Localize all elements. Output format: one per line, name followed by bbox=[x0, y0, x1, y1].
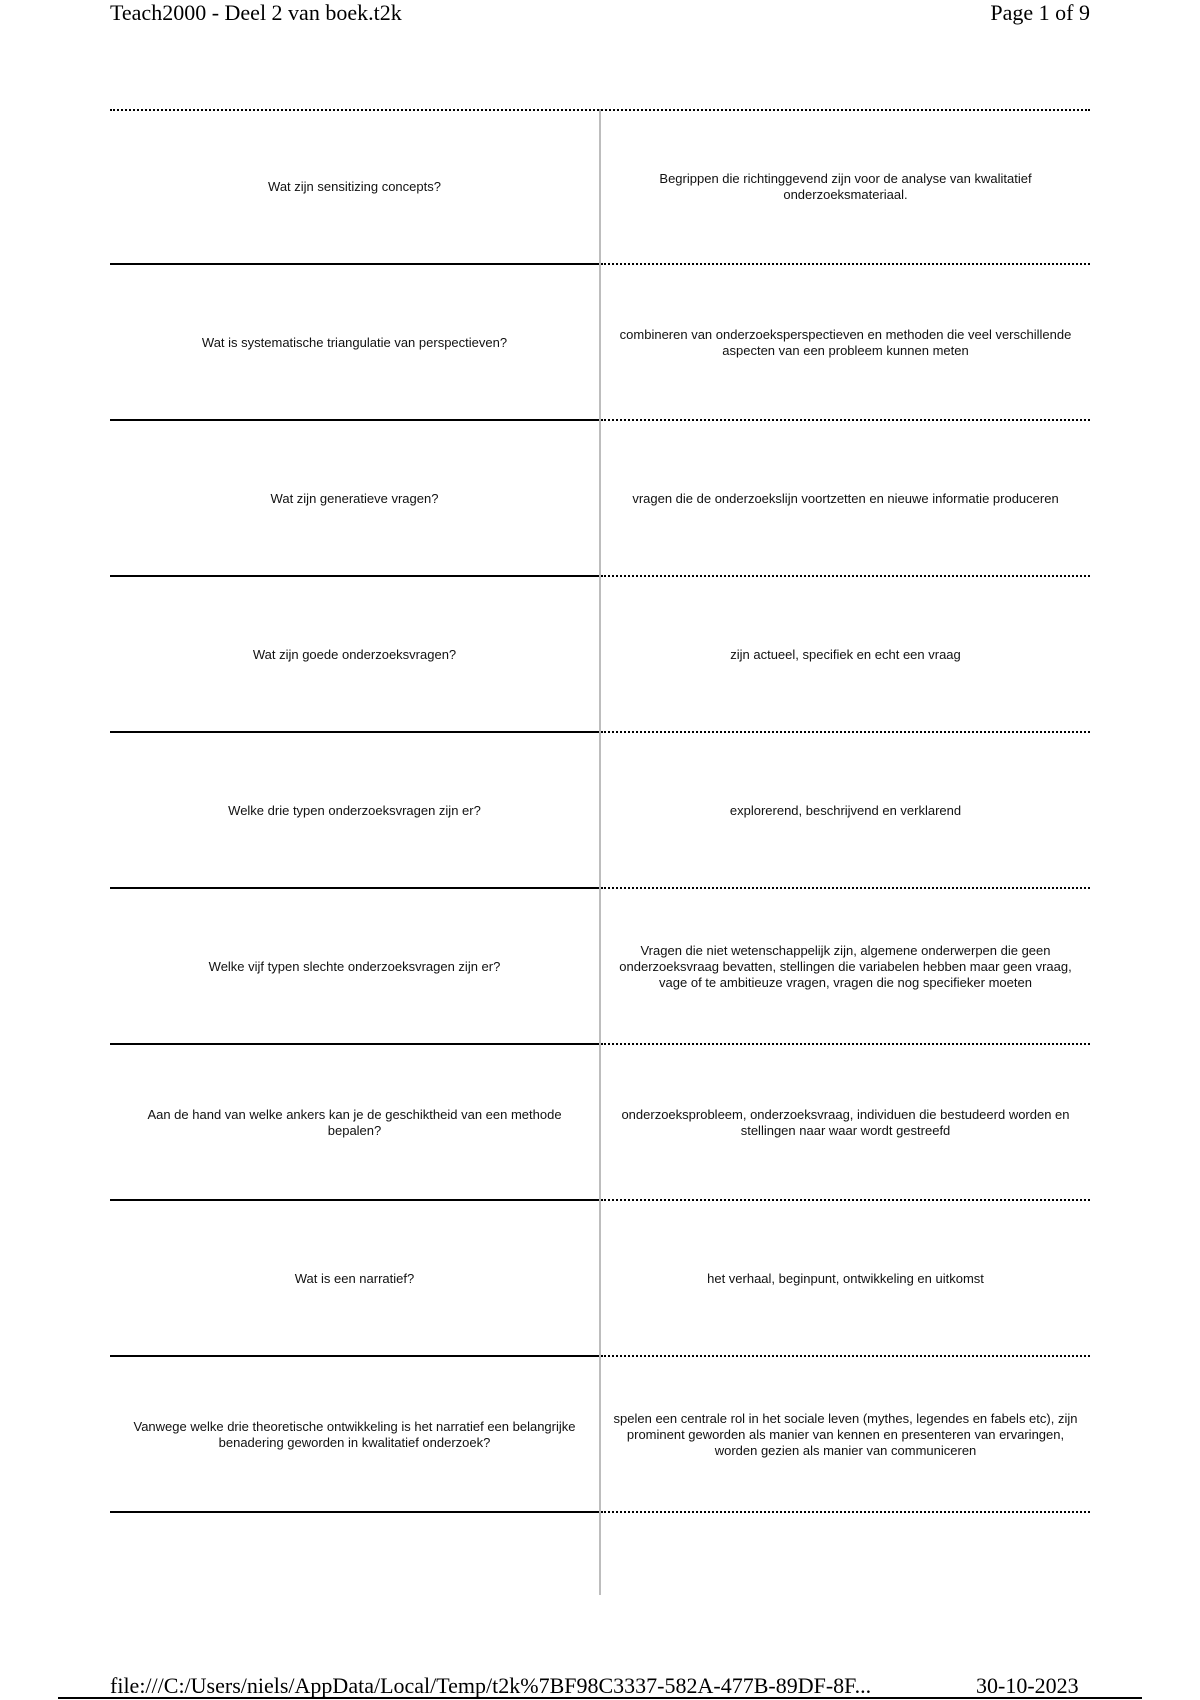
flashcard-row bbox=[110, 1045, 1090, 1201]
card-answer: spelen een centrale rol in het sociale leven (mythes, legendes en fabels etc), zijn prominent geworden als manier van kennen en presenteren van ervaringen, worden gezien als manier van communiceren bbox=[613, 1411, 1078, 1458]
card-question: Wat zijn sensitizing concepts? bbox=[268, 179, 441, 194]
card-answer: Begrippen die richtinggevend zijn voor de analyse van kwalitatief onderzoeksmateriaal. bbox=[659, 171, 1032, 202]
card-answer: vragen die de onderzoekslijn voortzetten en nieuwe informatie produceren bbox=[632, 491, 1059, 506]
flashcard-row bbox=[110, 577, 1090, 733]
document-title: Teach2000 - Deel 2 van boek.t2k bbox=[110, 0, 402, 25]
card-answer: zijn actueel, specifiek en echt een vraag bbox=[730, 647, 961, 662]
flashcard-row bbox=[110, 1357, 1090, 1513]
page-number: Page 1 of 9 bbox=[990, 0, 1090, 25]
footer-date: 30-10-2023 bbox=[976, 1673, 1079, 1698]
card-question: Wat is een narratief? bbox=[294, 1271, 415, 1286]
answer-cut-line bbox=[601, 1511, 1090, 1513]
card-question: Wat zijn goede onderzoeksvragen? bbox=[252, 647, 457, 662]
question-cut-line bbox=[110, 1511, 599, 1513]
card-question: Welke drie typen onderzoeksvragen zijn er? bbox=[228, 803, 481, 818]
flashcard-row bbox=[110, 109, 1090, 265]
flashcard-row bbox=[110, 1201, 1090, 1357]
footer-file-path: file:///C:/Users/niels/AppData/Local/Temp/t2k%7BF98C3337-582A-477B-89DF-8F... bbox=[110, 1673, 872, 1698]
card-question: Vanwege welke drie theoretische ontwikkeling is het narratief een belangrijke benadering geworden in kwalitatief onderzoek? bbox=[133, 1419, 576, 1450]
flashcard-row bbox=[110, 733, 1090, 889]
card-answer: explorerend, beschrijvend en verklarend bbox=[729, 803, 962, 818]
card-question: Wat is systematische triangulatie van perspectieven? bbox=[201, 335, 508, 350]
card-question: Welke vijf typen slechte onderzoeksvragen zijn er? bbox=[208, 959, 501, 974]
footer-rule bbox=[58, 1697, 1142, 1699]
flashcard-table bbox=[110, 109, 1090, 1595]
card-question: Aan de hand van welke ankers kan je de geschiktheid van een methode bepalen? bbox=[147, 1107, 562, 1138]
card-question: Wat zijn generatieve vragen? bbox=[270, 491, 439, 506]
flashcard-row bbox=[110, 265, 1090, 421]
card-answer: Vragen die niet wetenschappelijk zijn, algemene onderwerpen die geen onderzoeksvraag bevatten, stellingen die variabelen hebben maar geen vraag, vage of te ambitieuze vragen, vragen die nog specifieker moeten bbox=[619, 943, 1072, 990]
card-answer: het verhaal, beginpunt, ontwikkeling en uitkomst bbox=[707, 1271, 984, 1286]
flashcard-row bbox=[110, 421, 1090, 577]
flashcard-row bbox=[110, 889, 1090, 1045]
card-answer: onderzoeksprobleem, onderzoeksvraag, individuen die bestudeerd worden en stellingen naar waar wordt gestreefd bbox=[621, 1107, 1070, 1138]
card-answer: combineren van onderzoeksperspectieven en methoden die veel verschillende aspecten van een probleem kunnen meten bbox=[619, 327, 1072, 358]
